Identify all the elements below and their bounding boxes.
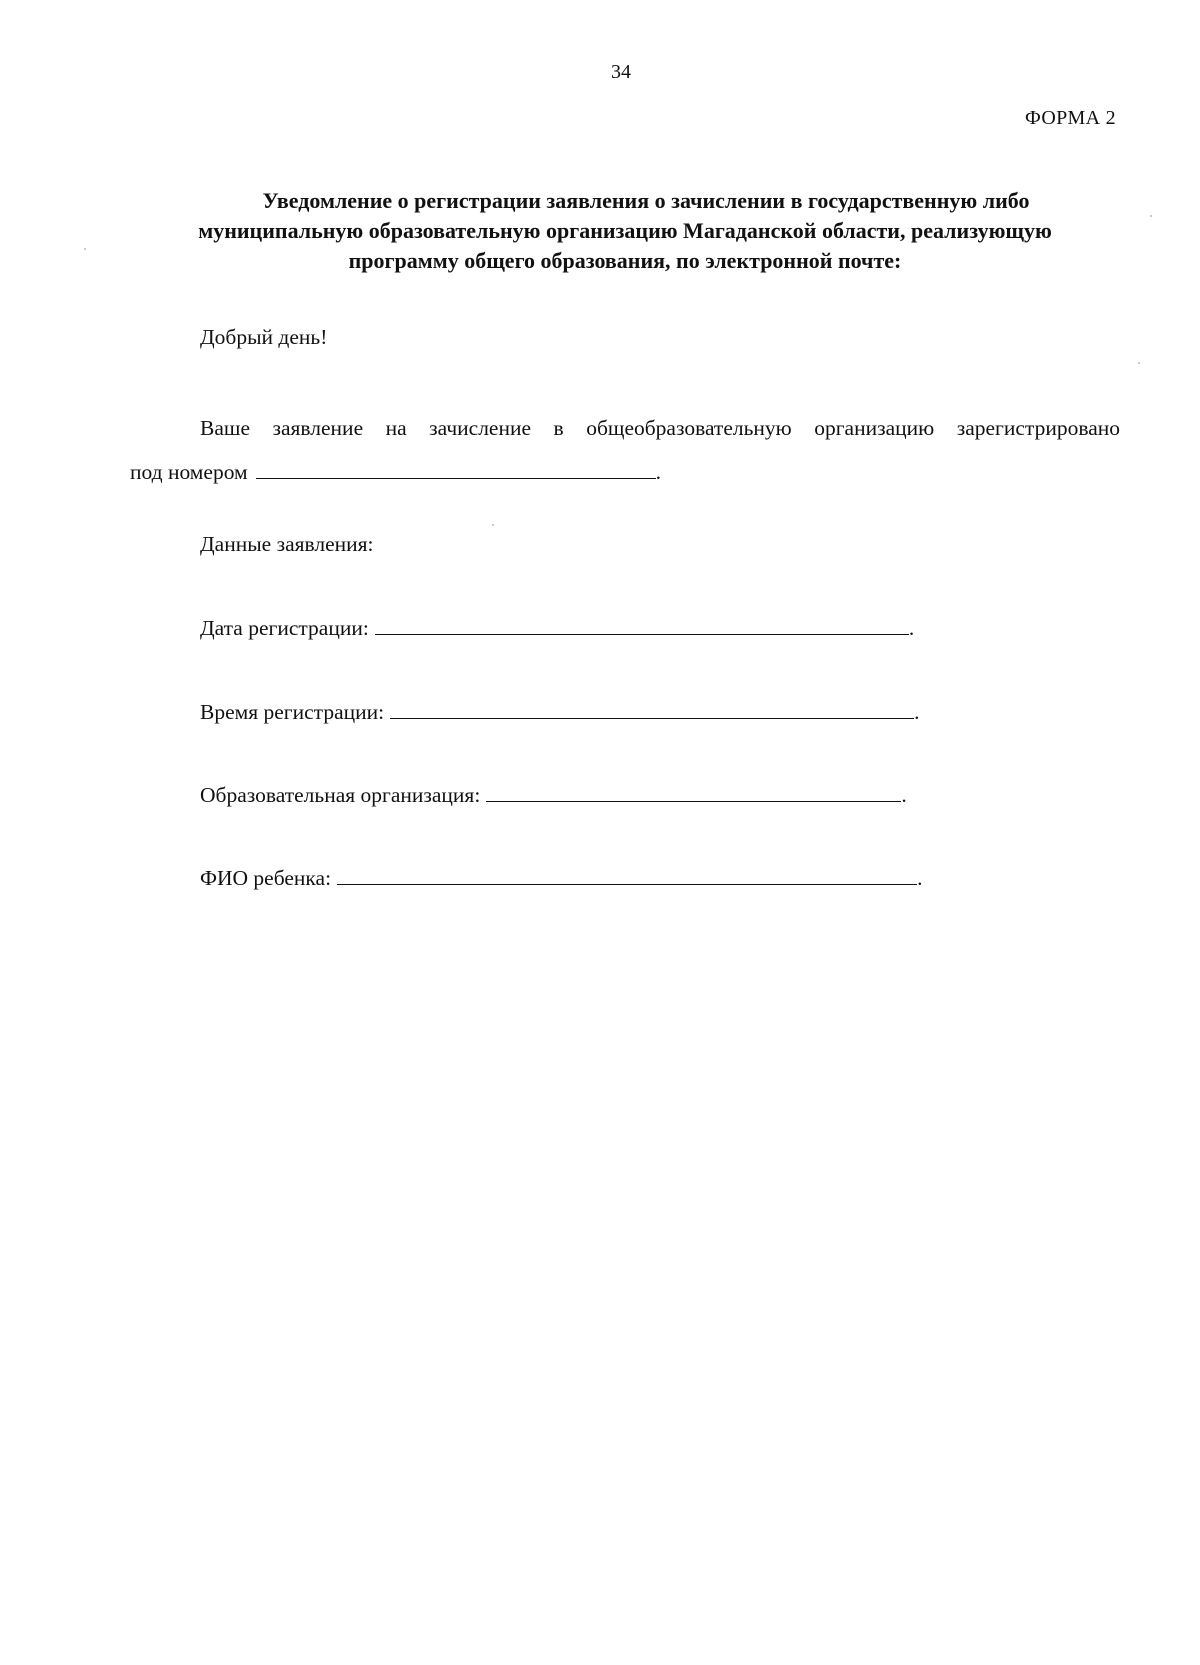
number-label: под номером — [130, 460, 248, 484]
field-blank-line — [337, 864, 917, 885]
scan-speck — [492, 524, 494, 526]
number-suffix: . — [655, 460, 662, 484]
field-suffix: . — [901, 783, 907, 807]
field-label: ФИО ребенка: — [200, 866, 332, 890]
registration-message — [130, 406, 1120, 494]
field-label: Образовательная организация: — [200, 783, 481, 807]
message-line-2 — [130, 450, 1120, 494]
title-line-3: программу общего образования, по электронной почте: — [348, 248, 902, 273]
scan-speck — [1150, 215, 1152, 217]
field-child-full-name — [200, 864, 922, 891]
message-line-1: Ваше заявление на зачисление в общеобразовательную организацию зарегистрировано — [200, 416, 1120, 440]
greeting: Добрый день! — [200, 325, 328, 349]
field-suffix: . — [908, 616, 915, 640]
field-suffix: . — [914, 700, 920, 724]
field-label: Дата регистрации: — [200, 616, 369, 640]
form-label: ФОРМА 2 — [1025, 107, 1116, 129]
title-line-2: муниципальную образовательную организацию Магаданской области, реализующую — [198, 218, 1052, 243]
field-registration-date — [200, 614, 914, 641]
field-educational-organization — [200, 781, 907, 808]
title-line-1: Уведомление о регистрации заявления о зачислении в государственную либо — [262, 188, 1030, 213]
details-heading: Данные заявления: — [200, 532, 374, 556]
scan-speck — [1138, 362, 1140, 364]
field-suffix: . — [917, 866, 923, 890]
field-registration-time — [200, 698, 919, 725]
scan-speck — [84, 248, 86, 250]
field-blank-line — [486, 781, 901, 802]
field-blank-line — [375, 614, 909, 635]
page-number: 34 — [611, 61, 631, 83]
registration-number-blank — [256, 458, 656, 479]
document-title — [150, 186, 1100, 276]
field-label: Время регистрации: — [200, 700, 385, 724]
field-blank-line — [390, 698, 914, 719]
